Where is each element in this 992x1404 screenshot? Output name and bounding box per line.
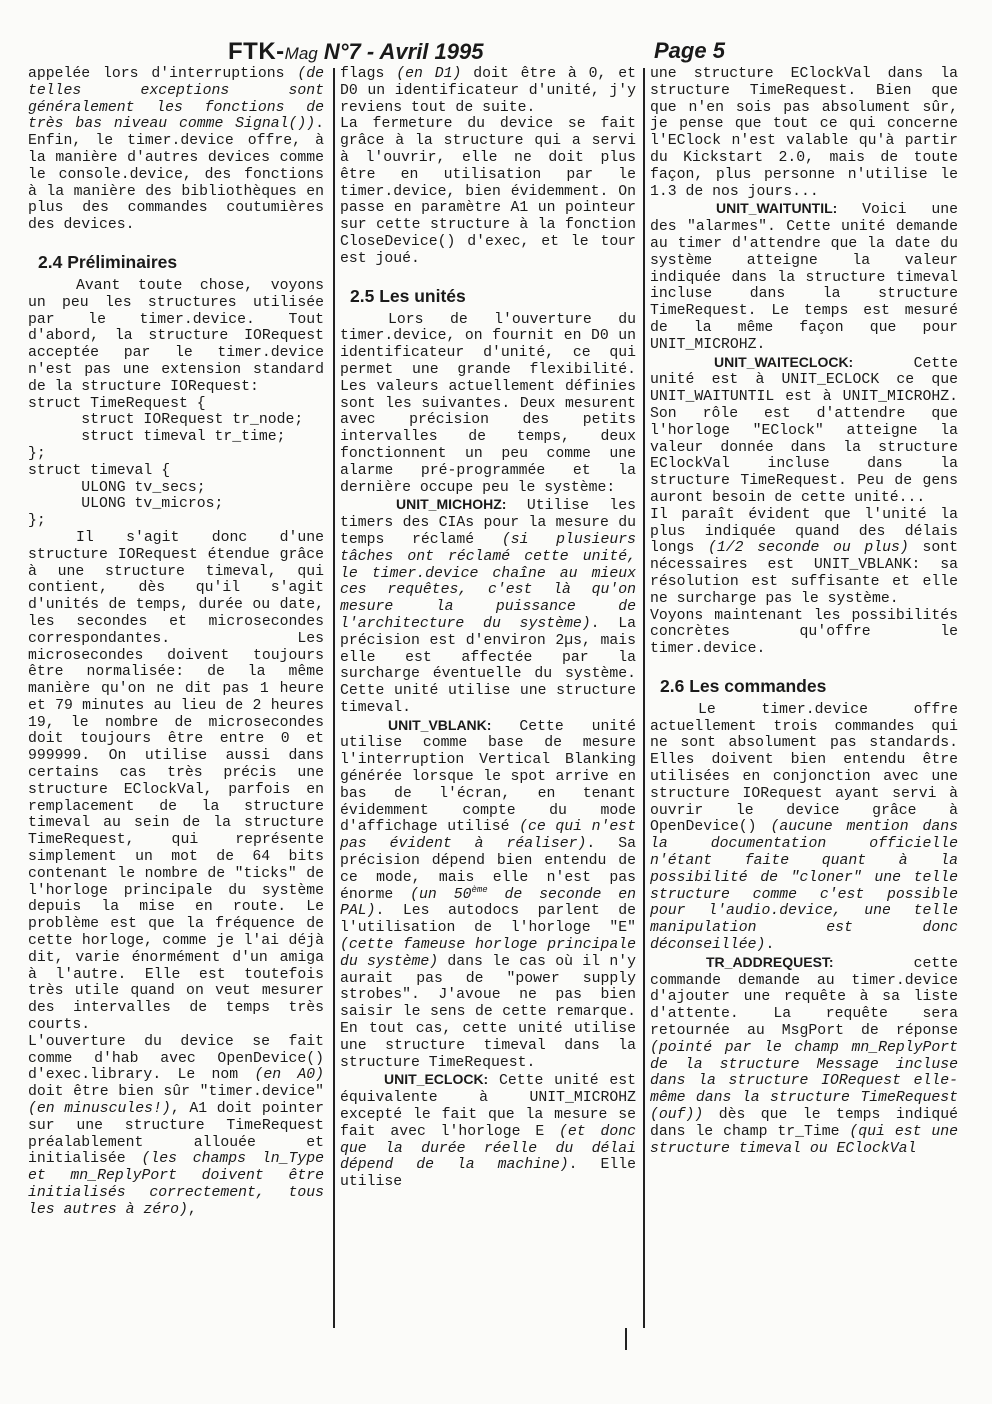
italic-run: (et donc que la durée réelle du délai dépend de la machine) <box>340 1123 636 1174</box>
italic-run: (en D1) <box>396 66 462 82</box>
command-label: TR_ADDREQUEST: <box>706 953 834 970</box>
paragraph <box>650 354 958 507</box>
column-3 <box>650 66 958 1404</box>
unit-label: UNIT_ECLOCK: <box>384 1071 489 1088</box>
italic-run: (cette fameuse horloge principale du système) <box>340 937 636 970</box>
text-run: . Sa précision dépend bien entendu de ce mode, mais elle n'est pas énorme <box>340 836 636 903</box>
paragraph <box>340 717 636 1072</box>
column-2 <box>340 66 636 1404</box>
paragraph: une structure EClockVal dans la structure TimeRequest. Bien que que n'en sois pas absolument sûr, je pense que tout ce qui concerne l'EClock n'est valable qu'à partir du Kickstart 2.0, mais de toute façon, plus personne n'utilise le 1.3 de nos jours... <box>650 66 958 200</box>
paragraph: Il s'agit donc d'une structure IORequest étendue grâce à une structure timeval, qui contient, dès qu'il s'agit d'unités de temps, durée ou date, les secondes et microsecondes correspondantes. Les microsecondes doivent toujours être normalisée: de la même manière qu'on ne dit pas 1 heure et 79 minutes au lieu de 2 heures 19, le nombre de microsecondes doit toujours être entre 0 et 999999. On utilise aussi dans certains cas très précis une structure EClockVal, parfois en remplacement de la structure timeval au sein de la structure TimeRequest, qui représente simplement un mot de 64 bits contenant le nombre de "ticks" de l'horloge principale du système depuis la mise en route. Le problème est que la fréquence de cette horloge, comme je l'ai déjà dit, varie énormément d'un amiga à l'autre. Elle est toutefois très utile quand on veut mesurer des intervalles de temps très courts. <box>28 529 324 1034</box>
text-run: . Les autodocs parlent de l'utilisation de l'horloge "E" <box>340 903 636 937</box>
text-run: . Elle utilise <box>340 1157 636 1191</box>
paragraph <box>650 954 958 1158</box>
unit-label: UNIT_MICHOHZ: <box>396 496 507 513</box>
text-run: , <box>187 1201 197 1218</box>
column-1 <box>28 66 324 1404</box>
text-run: doit être à 0, et D0 un identificateur d'unité, j'y reviens tout de suite. <box>340 66 636 116</box>
italic-run: (si plusieurs tâches ont réclamé cette unité, le timer.device chaîne au mieux ces requêtes, c'est là qu'on mesure la puissance de l'architecture du système) <box>340 531 636 632</box>
text-run: appelée lors d'interruptions <box>28 66 298 82</box>
paragraph <box>650 507 958 608</box>
text-run: . <box>765 937 775 954</box>
unit-label: UNIT_VBLANK: <box>388 716 492 733</box>
section-heading-2-6: 2.6 Les commandes <box>660 675 827 696</box>
text-run: Cette unité utilise comme base de mesure l'interruption Vertical Blanking générée lorsque le spot arrive en bas de l'écran, en tenant évidemment compte du mode d'affichage utilisé <box>340 718 636 836</box>
paragraph <box>340 66 636 116</box>
italic-run: (pointé par le champ mn_ReplyPort de la structure Message incluse dans la structure IORequest elle-même dans la structure TimeRequest (ouf)) <box>650 1039 958 1124</box>
paragraph <box>650 702 958 954</box>
text-run: dans le cas où il n'y aurait pas de "power supply strobes". J'avoue ne pas bien saisir le sens de cette remarque. En tout cas, cette unité utilise une structure timeval dans la structure TimeRequest. <box>340 953 636 1071</box>
text-run: . Enfin, le timer.device offre, à la manière d'autres devices comme le console.device, des fonctions à la manière des bibliothèques en plus des commandes coutumières des devices. <box>28 116 324 234</box>
text-run: cette commande demande au timer.device d'ajouter une requête à sa liste d'attente. La requête sera retournée au MsgPort de réponse <box>650 955 958 1040</box>
section-heading-2-4: 2.4 Préliminaires <box>38 251 178 272</box>
paragraph: La fermeture du device se fait grâce à la structure qui a servi à l'ouvrir, elle ne doit plus être en utilisation par le timer.device, bien évidemment. On passe en paramètre A1 un pointeur sur cette structure à la fonction CloseDevice() d'exec, et le tour est joué. <box>340 116 636 267</box>
paragraph <box>340 1071 636 1191</box>
text-run: dès que le temps indiqué dans le champ tr_Time <box>650 1107 958 1140</box>
paragraph: Avant toute chose, voyons un peu les structures utilisée par le timer.device. Tout d'abord, la structure IORequest acceptée par le timer.device n'est pas une extension standard de la structure IORequest: <box>28 277 324 395</box>
text-run: sont nécessaires est UNIT_VBLANK: sa résolution est suffisante et elle ne surcharge pas le système. <box>650 540 958 607</box>
italic-run: (les champs ln_Type et mn_ReplyPort doivent être initialisés correctement, tous les autres à zéro) <box>28 1151 324 1218</box>
text-run: Utilise les timers des CIAs pour la mesure du temps réclamé <box>340 498 636 548</box>
text-run: Il paraît évident que l'unité la plus indiquée quand des délais longs <box>650 506 958 557</box>
italic-run: (en A0) <box>254 1067 324 1084</box>
text-run: Cette unité est équivalente à UNIT_MICROHZ excepté le fait que la mesure se fait avec l'horloge E <box>340 1073 636 1140</box>
italic-run: (de telles exceptions sont généralement les fonctions de très bas niveau comme Signal()) <box>28 66 324 133</box>
text-run: doit être bien sûr "timer.device" <box>28 1084 324 1101</box>
superscript: ème <box>471 884 488 895</box>
column-divider-2 <box>643 68 645 1328</box>
paragraph <box>650 200 958 353</box>
text-run: flags <box>340 66 397 82</box>
paragraph: Voyons maintenant les possibilités concrètes qu'offre le timer.device. <box>650 607 958 658</box>
paragraph <box>340 496 636 716</box>
text-run: . La précision est d'environ 2µs, mais elle est affectée par la surcharge éventuelle du système. Cette unité utilise une structure timeval. <box>340 615 636 716</box>
text-run: Cette unité est à UNIT_ECLOCK ce que UNIT_WAITUNTIL est à UNIT_MICROHZ. Son rôle est d'attendre que l'horloge "EClock" atteigne la valeur donnée dans la structure EClockVal incluse dans la structure TimeRequest. Peu de gens auront besoin de cette unité... <box>650 355 958 506</box>
column-divider-1 <box>333 68 335 1328</box>
issue-label: N°7 - Avril 1995 <box>323 39 484 64</box>
italic-run: (qui est une structure timeval ou EClockVal <box>650 1123 958 1157</box>
page-number: Page 5 <box>654 38 725 63</box>
paragraph: Lors de l'ouverture du timer.device, on fournit en D0 un identificateur d'unité, ce qui permet une grande flexibilité. Les valeurs actuellement définies sont les suivantes. Deux mesurent avec précision des petits intervalles de temps, deux fonctionnent un peu comme une alarme pré-programmée et la dernière occupe peu le système: <box>340 311 636 496</box>
section-heading-2-5: 2.5 Les unités <box>350 285 466 306</box>
unit-label: UNIT_WAITUNTIL: <box>716 200 838 217</box>
text-run: Le timer.device offre actuellement trois commandes qui ne sont absolument pas standards. Elles doivent bien entendu être utilisées en conjonction avec une structure IORequest ayant servi à ouvrir le device grâce à OpenDevice() <box>650 701 958 836</box>
paragraph <box>28 1034 324 1219</box>
text-run: de seconde en PAL) <box>340 886 636 920</box>
italic-run: (en minuscules!) <box>28 1101 171 1118</box>
unit-label: UNIT_WAITECLOCK: <box>714 353 854 370</box>
text-run: , A1 doit pointer sur une structure TimeRequest préalablement allouée et initialisée <box>28 1101 324 1168</box>
paragraph <box>28 66 324 234</box>
code-block: struct TimeRequest { struct IORequest tr_node; struct timeval tr_time; }; struct timeval { ULONG tv_secs; ULONG tv_micros; }; <box>28 395 304 530</box>
text-run: (un 50 <box>410 886 472 903</box>
italic-run: (1/2 seconde ou plus) <box>708 540 909 557</box>
magazine-brand: FTK- <box>228 38 285 65</box>
italic-run: (aucune mention dans la documentation officielle n'étant faite quant à la possibilité de "cloner" une telle structure comme c'est possible pour l'audio.device, une telle manipulation est donc déconseillée) <box>650 819 958 954</box>
text-run: L'ouverture du device se fait comme d'hab avec OpenDevice() d'exec.library. Le nom <box>28 1033 324 1084</box>
italic-run: (ce qui n'est pas évident à réaliser) <box>340 819 636 853</box>
text-run: Voici une des "alarmes". Cette unité demande au timer d'attendre que la date du système atteigne la valeur indiquée dans la structure timeval incluse dans la structure TimeRequest. Le temps est mesuré de la même façon que pour UNIT_MICROHZ. <box>650 202 958 353</box>
magazine-mag-label: Mag <box>284 44 318 63</box>
